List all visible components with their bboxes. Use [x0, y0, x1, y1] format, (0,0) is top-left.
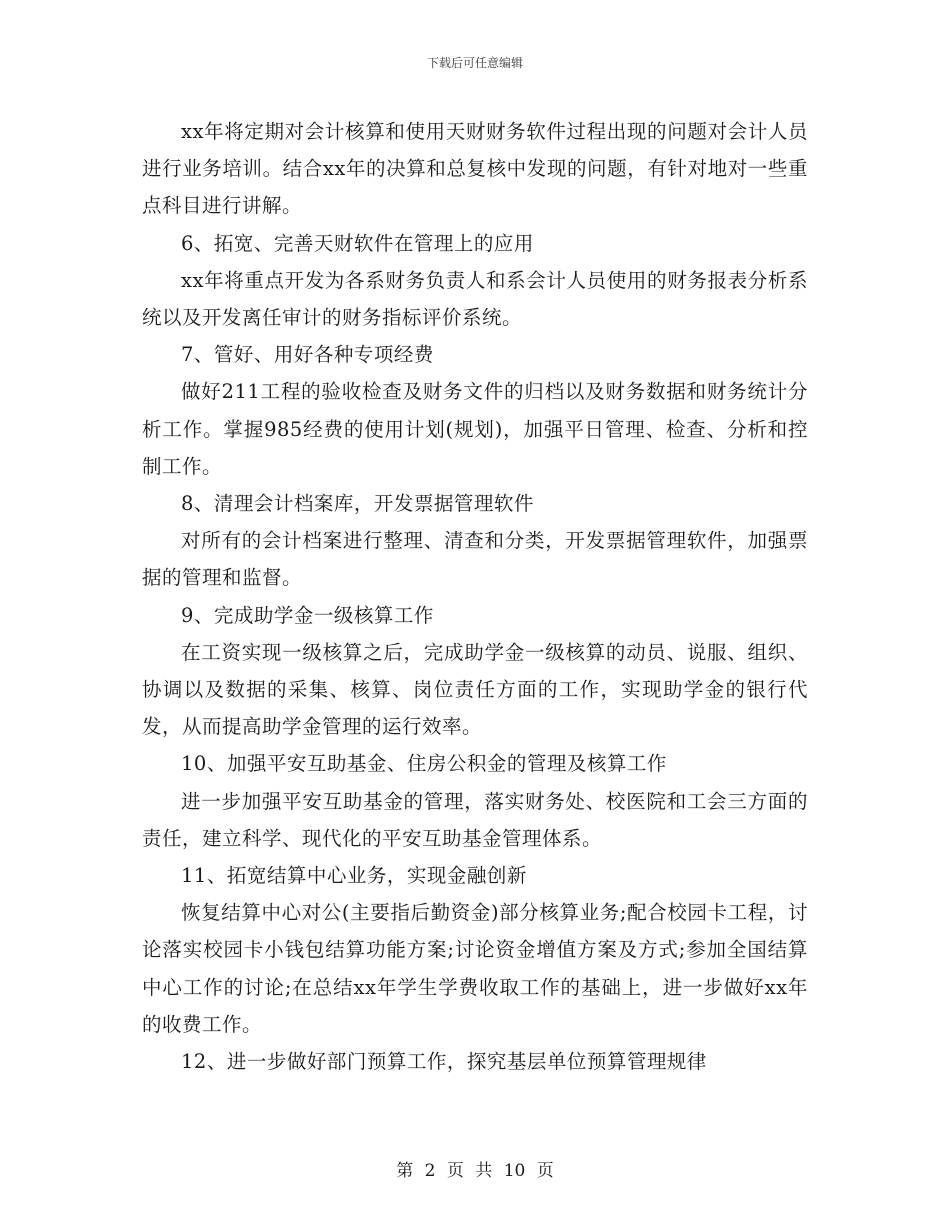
- body-paragraph: 在工资实现一级核算之后，完成助学金一级核算的动员、说服、组织、协调以及数据的采集、核算、岗位责任方面的工作，实现助学金的银行代发，从而提高助学金管理的运行效率。: [142, 640, 808, 739]
- section-heading: 8、清理会计档案库，开发票据管理软件: [181, 492, 534, 516]
- body-paragraph: 对所有的会计档案进行整理、清查和分类，开发票据管理软件，加强票据的管理和监督。: [142, 529, 808, 590]
- body-paragraph: 进一步加强平安互助基金的管理，落实财务处、校医院和工会三方面的责任，建立科学、现代化的平安互助基金管理体系。: [142, 789, 808, 850]
- body-paragraph: xx年将定期对会计核算和使用天财财务软件过程出现的问题对会计人员进行业务培训。结合xx年的决算和总复核中发现的问题，有针对地对一些重点科目进行讲解。: [142, 120, 808, 218]
- body-paragraph: 做好211工程的验收检查及财务文件的归档以及财务数据和财务统计分析工作。掌握985经费的使用计划(规划)，加强平日管理、检查、分析和控制工作。: [142, 380, 808, 478]
- body-paragraph: 恢复结算中心对公(主要指后勤资金)部分核算业务;配合校园卡工程，讨论落实校园卡小钱包结算功能方案;讨论资金增值方案及方式;参加全国结算中心工作的讨论;在总结xx年学生学费收取工作的基础上，进一步做好xx年的收费工作。: [142, 901, 808, 1036]
- section-heading: 7、管好、用好各种专项经费: [181, 343, 434, 367]
- body-paragraph: xx年将重点开发为各系财务负责人和系会计人员使用的财务报表分析系统以及开发离任审计的财务指标评价系统。: [142, 268, 808, 330]
- section-heading: 11、拓宽结算中心业务，实现金融创新: [181, 864, 527, 888]
- section-heading: 9、完成助学金一级核算工作: [181, 603, 434, 627]
- section-heading: 10、加强平安互助基金、住房公积金的管理及核算工作: [181, 752, 667, 776]
- document-body: [142, 113, 808, 1080]
- section-heading: 12、进一步做好部门预算工作，探究基层单位预算管理规律: [181, 1050, 707, 1074]
- section-heading: 6、拓宽、完善天财软件在管理上的应用: [181, 231, 534, 255]
- page-footer: 第 2 页 共 10 页: [396, 1161, 554, 1181]
- page-header: 下载后可任意编辑: [426, 56, 523, 70]
